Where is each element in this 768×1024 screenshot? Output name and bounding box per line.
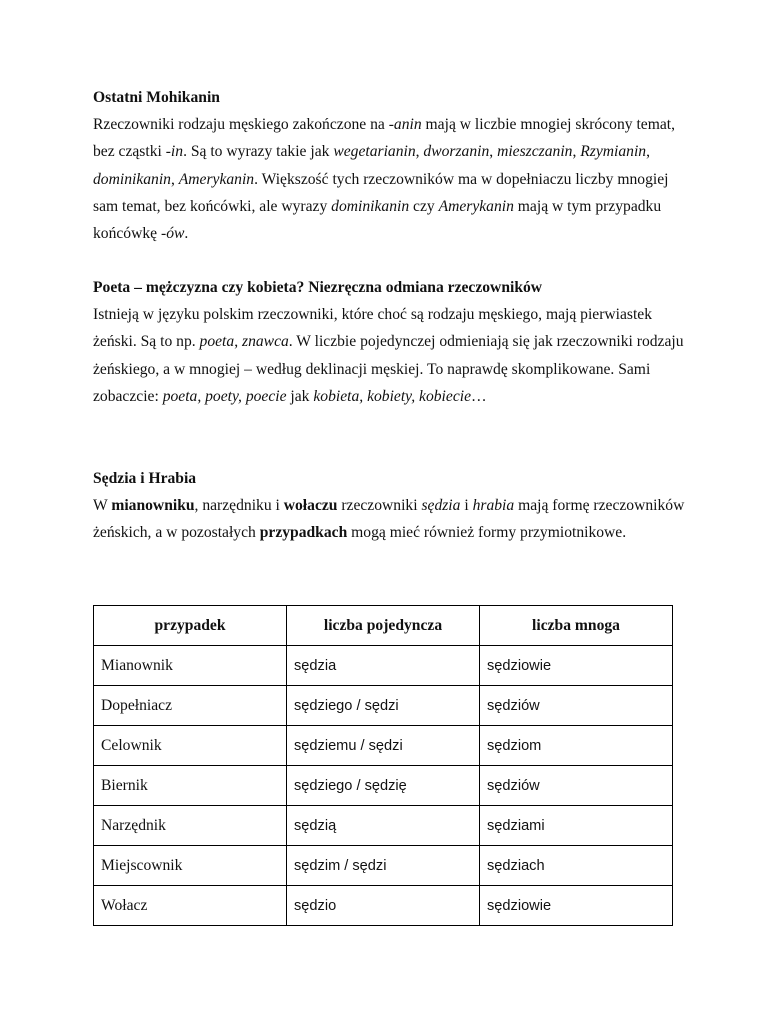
text-run: , [415,143,424,161]
table-row [94,766,673,806]
text-run: , [234,333,242,351]
text-run: W [93,497,112,515]
italic-term: -in [165,143,184,161]
case-name-cell: Biernik [94,766,287,806]
declension-table [93,605,673,926]
text-run: czy [409,197,439,215]
text-run: rzeczowniki [337,497,422,515]
plural-cell: sędziów [480,766,673,806]
italic-term: sędzia [421,497,461,515]
italic-term: hrabia [472,497,515,515]
bold-term: przypadkach [259,524,348,542]
text-run: … [471,387,487,405]
text-run: Istnieją w języku polskim rzeczowniki, które choć są rodzaju męskiego, mają pierwiastek żeński. Są to np. [93,306,653,351]
singular-cell: sędzią [287,806,480,846]
section-paragraph [93,492,693,546]
plural-cell: sędziów [480,686,673,726]
text-run: . Są to wyrazy takie jak [183,143,334,161]
section-poeta [93,274,693,410]
plural-cell: sędziowie [480,646,673,686]
table-row [94,646,673,686]
table-row [94,886,673,926]
singular-cell: sędziego / sędzię [287,766,480,806]
italic-term: kobieta, kobiety, kobiecie [313,387,471,405]
singular-cell: sędzim / sędzi [287,846,480,886]
table-header-row [94,606,673,646]
section-ostatni-mohikanin [93,84,693,247]
section-heading: Sędzia i Hrabia [93,470,197,487]
singular-cell: sędzio [287,886,480,926]
case-name-cell: Dopełniacz [94,686,287,726]
header-przypadek: przypadek [94,606,287,646]
italic-term: -ów [161,225,185,243]
text-run: . W liczbie pojedynczej odmieniają się jak rzeczowniki rodzaju żeńskiego, a w mnogiej – według deklinacji męskiej. To naprawdę skomplikowane. Sami zobaczcie: [93,333,684,405]
table-row [94,846,673,886]
plural-cell: sędziowie [480,886,673,926]
header-liczba-mnoga: liczba mnoga [480,606,673,646]
italic-term: dominikanin [331,197,410,215]
text-run: , [170,170,179,188]
table-row [94,686,673,726]
section-paragraph [93,111,693,247]
italic-term: poeta [199,333,235,351]
plural-cell: sędziach [480,846,673,886]
italic-term: dominikanin [93,170,171,188]
text-run: mają formę rzeczowników żeńskich, a w pozostałych [93,497,685,542]
singular-cell: sędzia [287,646,480,686]
case-name-cell: Narzędnik [94,806,287,846]
italic-term: Amerykanin [178,170,255,188]
plural-cell: sędziom [480,726,673,766]
italic-term: wegetarianin [333,143,416,161]
text-run: . [184,225,189,243]
case-name-cell: Celownik [94,726,287,766]
section-paragraph [93,301,693,410]
section-sedzia-i-hrabia [93,465,693,547]
italic-term: dworzanin [423,143,490,161]
header-liczba-pojedyncza: liczba pojedyncza [287,606,480,646]
text-run: , [646,143,650,161]
table-body [94,646,673,926]
text-run: i [460,497,473,515]
italic-term: Rzymianin [580,143,647,161]
text-run: , [572,143,581,161]
bold-term: mianowniku [111,497,195,515]
italic-term: znawca [242,333,289,351]
text-run: , [489,143,498,161]
italic-term: -anin [388,116,422,134]
case-name-cell: Mianownik [94,646,287,686]
bold-term: wołaczu [283,497,338,515]
text-run: mogą mieć również formy przymiotnikowe. [347,524,627,542]
singular-cell: sędziego / sędzi [287,686,480,726]
plural-cell: sędziami [480,806,673,846]
singular-cell: sędziemu / sędzi [287,726,480,766]
section-heading: Ostatni Mohikanin [93,89,220,106]
section-heading: Poeta – mężczyzna czy kobieta? Niezręczna odmiana rzeczowników [93,279,543,296]
case-name-cell: Miejscownik [94,846,287,886]
italic-term: mieszczanin [497,143,573,161]
case-name-cell: Wołacz [94,886,287,926]
table-row [94,806,673,846]
italic-term: poeta, poety, poecie [162,387,287,405]
text-run: mają w liczbie mnogiej skrócony temat, bez cząstki [93,116,675,161]
text-run: jak [286,387,314,405]
text-run: . Większość tych rzeczowników ma w dopełniaczu liczby mnogiej sam temat, bez końcówki, ale wyrazy [93,170,669,215]
text-run: Rzeczowniki rodzaju męskiego zakończone na [93,116,389,134]
table-row [94,726,673,766]
italic-term: Amerykanin [438,197,514,215]
text-run: mają w tym przypadku końcówkę [93,197,662,243]
text-run: , narzędniku i [194,497,284,515]
